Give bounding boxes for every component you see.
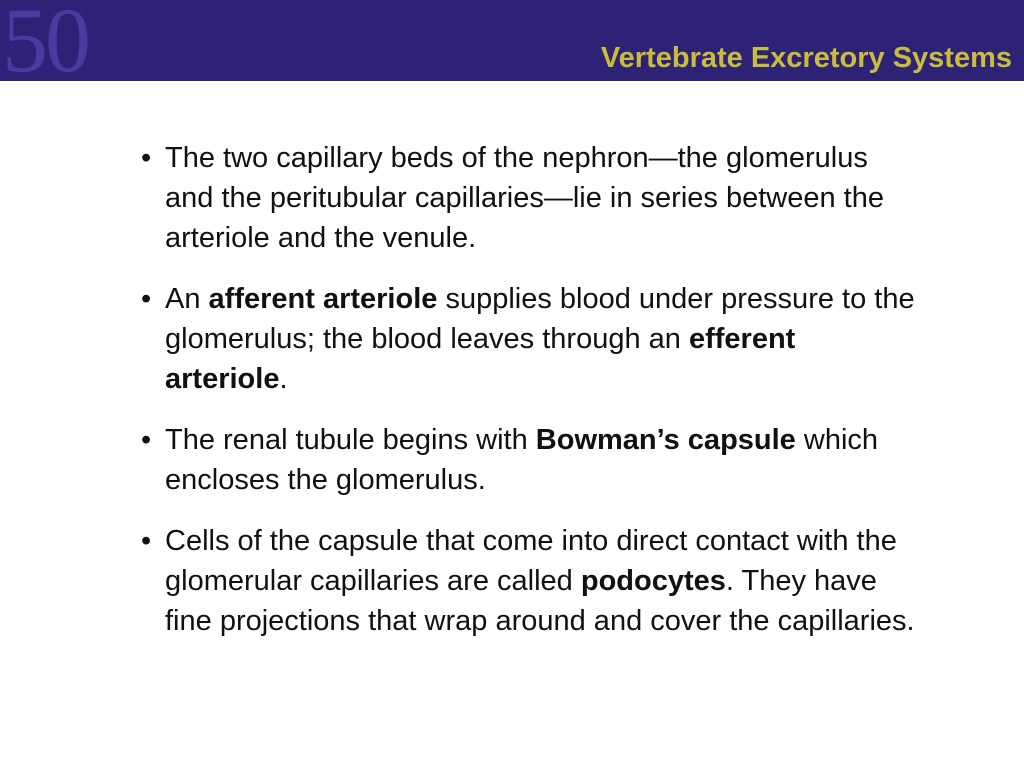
slide-title: Vertebrate Excretory Systems [600,42,1012,74]
bullet-marker: • [141,283,152,315]
bullet-item-arterioles [141,279,921,399]
bullet-text: The renal tubule begins with [165,424,536,456]
bullet-text: supplies blood under pressure to the glomerulus; the blood leaves through an [165,283,915,355]
bullet-text: . They have fine projections that wrap around and cover the capillaries. [165,565,915,637]
bullet-text: An [165,283,209,315]
bullet-item-podocytes [141,521,921,641]
term-efferent-arteriole: efferent arteriole [165,323,796,395]
term-bowmans-capsule: Bowman’s capsule [535,424,796,456]
bullet-marker: • [141,424,152,456]
bullet-marker: • [141,525,152,557]
bullet-text: Cells of the capsule that come into direct contact with the glomerular capillaries are called [165,525,897,597]
chapter-number: 50 [2,0,88,91]
bullet-item-capillary-beds [141,138,921,258]
bullet-text: The two capillary beds of the nephron—the glomerulus and the peritubular capillaries—lie in series between the arteriole and the venule. [165,142,884,254]
bullet-marker: • [141,142,152,174]
bullet-item-bowmans-capsule [141,420,921,500]
bullet-text: which encloses the glomerulus. [165,424,879,496]
term-afferent-arteriole: afferent arteriole [208,283,438,315]
term-podocytes: podocytes [580,565,726,597]
header-bar [0,0,1024,91]
bullet-list [141,138,921,662]
bullet-text: . [279,363,288,395]
